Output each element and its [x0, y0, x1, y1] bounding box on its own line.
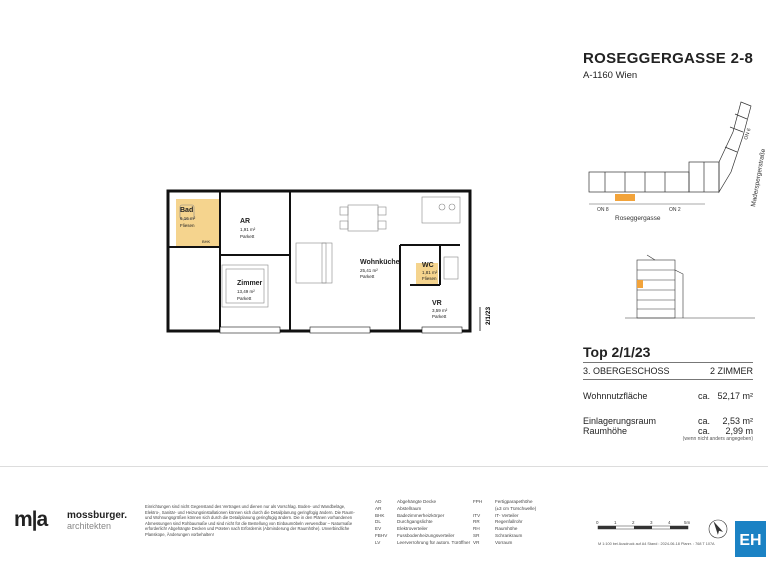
legend-value: Fertigparapethöhe	[495, 499, 533, 504]
scale-bar	[596, 520, 696, 534]
plan-meta: M 1:100 bei Ausdruck auf A4 Stand : 2024-06-18 Planrr. : 768 T 107A	[598, 542, 715, 546]
legend-key: RH	[473, 526, 480, 532]
legend-key: AR	[375, 505, 382, 511]
room-area-vr: 3,59 m²	[432, 308, 448, 313]
legend-key: ITV	[473, 512, 481, 518]
room-floor-ar: Parkett	[240, 234, 255, 239]
legend-key: DL	[375, 519, 381, 525]
raumhoehe-label: Raumhöhe	[583, 426, 628, 436]
legend-item	[473, 499, 536, 506]
floor-plan	[160, 185, 500, 365]
legend-value: (±3 cm Türschwelle)	[495, 505, 537, 511]
legend-item	[375, 533, 470, 540]
room-area-bad: 6,16 m²	[180, 216, 196, 221]
legend-item	[375, 519, 470, 526]
scale-tick: 5m	[684, 520, 691, 525]
wohnnutz-label: Wohnnutzfläche	[583, 391, 648, 401]
logo-sub: architekten	[67, 521, 112, 531]
site-on6: ON 6	[743, 127, 753, 141]
room-floor-wohnkueche: Parkett	[360, 274, 375, 279]
legend-value: Abstellraum	[397, 505, 422, 511]
room-area-wohnkueche: 25,41 m²	[360, 268, 378, 273]
legend-item	[375, 540, 470, 547]
separator	[583, 362, 753, 363]
legend-value: Vorraum	[495, 539, 513, 545]
building-section	[625, 250, 755, 330]
legend-item	[375, 506, 470, 513]
street-right: Maderspergerstraße	[750, 148, 768, 208]
legend-value: Durchgangslichte	[397, 519, 433, 525]
legend-col-1	[375, 499, 470, 547]
bhk-label: BHK	[202, 239, 211, 244]
room-name-wc: WC	[422, 262, 434, 269]
legend-key: BHK	[375, 512, 385, 518]
legend-value: Abgehängte Decke	[397, 499, 437, 504]
scale-tick: 4	[668, 520, 671, 525]
scale-tick: 3	[650, 520, 653, 525]
legend-item	[473, 519, 536, 526]
raumhoehe-value: 2,99 m	[725, 426, 753, 436]
room-name-ar: AR	[240, 218, 251, 225]
floor-label: 3. OBERGESCHOSS	[583, 366, 670, 376]
legend-item	[375, 513, 470, 520]
disclaimer-text: Einrichtungen sind nicht Gegenstand des Vertrages und dienen nur als Vorschlag. Boden- und Wandbeläge, Elektro-, Sanitär- und Heizungsinstallationen können sich durch die Detailplanung geringfügig ändern. Die Raum- und Wohnungsgrößen können sich durch die Detailplanung geringfügig ändern. Die in den Plänen vorhandenen Abmessungen sind Rohbaumaße und sind nicht für die Bestellung von Einbaumöbeln verwendbar – Naturmaße erforderlich! Abgehängte Decken und Poteten nach Erfordernis (Abminderung der Raumhöhe). Unverbindliche Planskope, Änderungen vorbehalten!	[145, 504, 355, 537]
legend-key: SR	[473, 532, 480, 538]
room-area-ar: 1,91 m²	[240, 227, 256, 232]
north-arrow-icon	[705, 516, 731, 542]
legend-item	[473, 506, 536, 513]
legend-value: Regenfallrohr	[495, 519, 523, 525]
room-floor-bad: Fliesen	[180, 223, 195, 228]
room-area-wc: 1,81 m²	[422, 270, 438, 275]
legend-key: FPH	[473, 499, 483, 504]
legend-value: IT- Verteiler	[495, 512, 519, 518]
site-on8: ON 8	[597, 207, 609, 213]
project-title: ROSEGGERGASSE 2-8	[583, 50, 754, 67]
legend-value: Raumhöhe	[495, 526, 518, 532]
street-bottom: Roseggergasse	[615, 215, 661, 222]
unit-top: Top 2/1/23	[583, 344, 651, 360]
legend-key: VR	[473, 539, 480, 545]
einlager-value: 2,53 m²	[722, 416, 753, 426]
logo-mark: m|a	[14, 508, 48, 531]
legend-item	[473, 533, 536, 540]
legend-item	[375, 499, 470, 506]
legend-value: Fussbodenheizungsverteiler	[397, 532, 455, 538]
footer-divider	[0, 466, 768, 467]
legend-key: LV	[375, 539, 381, 545]
logo-name: mossburger.	[67, 510, 128, 521]
legend-item	[375, 526, 470, 533]
rooms-label: 2 ZIMMER	[709, 366, 753, 376]
einlager-ca: ca.	[698, 416, 711, 426]
room-floor-zimmer: Parkett	[237, 296, 252, 301]
legend-value: Elektroverteiler	[397, 526, 428, 532]
unit-highlight	[615, 194, 635, 201]
section-highlight	[637, 280, 643, 288]
room-name-vr: VR	[432, 300, 442, 307]
wohnnutz-ca: ca.	[698, 391, 711, 401]
legend-value: Badezimmerheizkörper	[397, 512, 445, 518]
room-name-zimmer: Zimmer	[237, 280, 263, 287]
legend-key: RR	[473, 519, 480, 525]
raumhoehe-ca: ca.	[698, 426, 711, 436]
scale-tick: 1	[614, 520, 617, 525]
einlager-label: Einlagerungsraum	[583, 416, 657, 426]
site-plan	[585, 92, 768, 222]
legend-key: FBHV	[375, 532, 388, 538]
project-address: A-1160 Wien	[583, 70, 638, 81]
wohnnutz-value: 52,17 m²	[717, 391, 753, 401]
eh-logo: EH	[735, 521, 766, 557]
room-floor-wc: Fliesen	[422, 276, 437, 281]
room-area-zimmer: 13,49 m²	[237, 289, 255, 294]
legend-value: Schrankraum	[495, 532, 523, 538]
legend-value: Leerverrohrung für autom. Türöffner	[397, 539, 471, 545]
legend-item	[473, 526, 536, 533]
legend-item	[473, 540, 536, 547]
legend-key: EV	[375, 526, 382, 532]
separator	[583, 379, 753, 380]
legend-col-2	[473, 499, 536, 547]
raumhoehe-note: (wenn nicht anders angegeben)	[682, 436, 753, 442]
unit-tag: 2/1/23	[485, 306, 492, 325]
room-floor-vr: Parkett	[432, 314, 447, 319]
site-on2: ON 2	[669, 207, 681, 213]
legend-key: AD	[375, 499, 382, 504]
scale-tick: 2	[632, 520, 635, 525]
legend-item	[473, 513, 536, 520]
scale-tick: 0	[596, 520, 599, 525]
room-name-bad: Bad	[180, 207, 194, 214]
room-name-wohnkueche: Wohnküche	[360, 259, 400, 266]
